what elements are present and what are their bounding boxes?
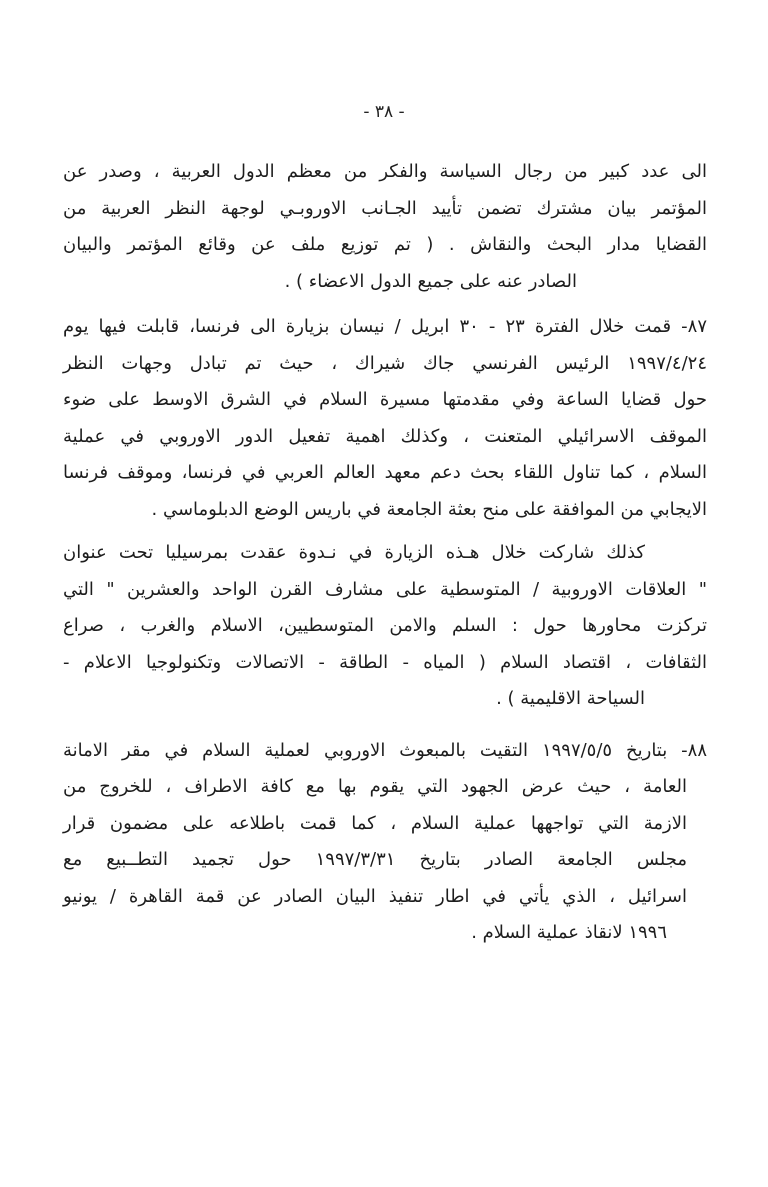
text-line: الى عدد كبير من رجال السياسة والفكر من معظم الدول العربية ، وصدر عن (63, 161, 707, 182)
text-line: كذلك شاركت خلال هـذه الزيارة في نـدوة عقدت بمرسيليا تحت عنوان (63, 542, 645, 563)
text-line: الصادر عنه على جميع الدول الاعضاء ) . (284, 270, 577, 292)
text-line: المؤتمر بيان مشترك تضمن تأييد الجـانب الاوروبـي لوجهة النظر العربية من (63, 197, 707, 219)
paragraph-seminar (63, 535, 707, 718)
text-line: ١٩٩٧/٤/٢٤ الرئيس الفرنسي جاك شيراك ، حيث تم تبادل وجهات النظر (63, 352, 707, 374)
text-line: السياحة الاقليمية ) . (496, 688, 645, 709)
text-line: العامة ، حيث عرض الجهود التي يقوم بها مع كافة الاطراف ، للخروج من (63, 776, 687, 797)
text-line: ٨٨- بتاريخ ١٩٩٧/٥/٥ التقيت بالمبعوث الاوروبي لعملية السلام في مقر الامانة (63, 739, 707, 761)
paragraph-item-87 (63, 309, 707, 528)
text-line: حول قضايا الساعة وفي مقدمتها مسيرة السلام في الشرق الاوسط على ضوء (63, 389, 707, 410)
text-line: تركزت محاورها حول : السلم والامن المتوسطيين، الاسلام والغرب ، صراع (63, 615, 707, 636)
text-line: ١٩٩٦ لانقاذ عملية السلام . (471, 922, 667, 943)
text-line: ٨٧- قمت خلال الفترة ٢٣ - ٣٠ ابريل / نيسان بزيارة الى فرنسا، قابلت فيها يوم (63, 316, 707, 337)
text-line: الموقف الاسرائيلي المتعنت ، وكذلك اهمية تفعيل الدور الاوروبي في عملية (63, 425, 707, 447)
text-line: القضايا مدار البحث والنقاش . ( تم توزيع ملف عن وقائع المؤتمر والبيان (63, 234, 707, 255)
paragraph-item-88 (63, 733, 707, 952)
paragraph-continuation (63, 154, 707, 300)
document-body (63, 154, 707, 952)
text-line: الازمة التي تواجهها عملية السلام ، كما قمت باطلاعه على مضمون قرار (63, 812, 687, 834)
text-line: اسرائيل ، الذي يأتي في اطار تنفيذ البيان الصادر عن قمة القاهرة / يونيو (63, 885, 687, 907)
page-number: - ٣٨ - (363, 102, 405, 122)
text-line: الايجابي من الموافقة على منح بعثة الجامعة في باريس الوضع الدبلوماسي . (151, 498, 707, 520)
scanned-document-page (0, 102, 768, 1187)
text-line: مجلس الجامعة الصادر بتاريخ ١٩٩٧/٣/٣١ حول تجميد التطــبيع مع (63, 849, 688, 870)
text-line: السلام ، كما تناول اللقاء بحث دعم معهد العالم العربي في فرنسا، وموقف فرنسا (63, 462, 707, 483)
text-line: الثقافات ، اقتصاد السلام ( المياه - الطاقة - الاتصالات وتكنولوجيا الاعلام - (63, 651, 707, 673)
text-line: " العلاقات الاوروبية / المتوسطية على مشارف القرن الواحد والعشرين " التي (63, 578, 707, 600)
